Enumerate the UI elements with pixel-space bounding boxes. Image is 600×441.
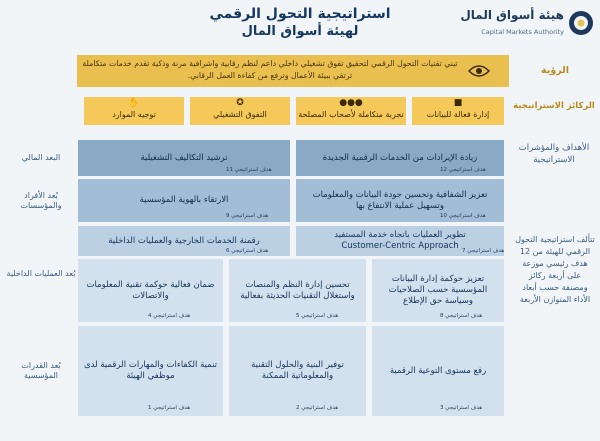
goal-3 xyxy=(372,326,504,416)
goal-tag: هدف استراتيجي 7 xyxy=(462,248,505,254)
goal-text: تعزيز حوكمة إدارة البيانات المؤسسية حسب الصلاحيات وسياسة حق الإطلاع xyxy=(388,274,488,306)
strategy-summary: تتألف استراتيجية التحول الرقمي للهيئة من 12 هدف رئيسي موزعة على أربعة ركائز ومصنفة حسب أبعاد الأداء المتوازن الأربعة xyxy=(515,235,595,304)
goal-text: زيادة الإيرادات من الخدمات الرقمية الجديدة xyxy=(322,152,478,163)
medal-icon: ✪ xyxy=(236,98,244,108)
people-icon: ●●● xyxy=(339,98,363,108)
pillar-label: تجربة متكاملة لأصحاب المصلحة xyxy=(298,110,404,119)
cma-logo xyxy=(460,8,594,42)
goal-tag: هدف استراتيجي 9 xyxy=(226,213,269,219)
pillar-data-management xyxy=(412,97,504,125)
pillar-operational-excellence xyxy=(190,97,290,125)
page-subtitle: لهيئة أسواق المال xyxy=(241,24,359,39)
goal-text-en: Customer-Centric Approach xyxy=(341,241,459,251)
goal-text: توفير البنية والحلول التقنية والمعلوماتية الممكنة xyxy=(251,360,344,381)
goal-tag: هدف استراتيجي 10 xyxy=(440,213,486,219)
pillars-label: الركائز الاستراتيجية xyxy=(513,101,595,111)
document-icon: ■ xyxy=(453,98,463,108)
goal-text: ضمان فعالية حوكمة تقنية المعلومات والاتصالات xyxy=(86,279,215,301)
goal-8 xyxy=(372,259,504,322)
goal-tag: هدف استراتيجي 6 xyxy=(226,248,269,254)
goal-tag: هدف استراتيجي 2 xyxy=(296,405,339,411)
goal-tag: هدف استراتيجي 3 xyxy=(440,405,483,411)
goals-label: الأهداف والمؤشرات الاستراتيجية xyxy=(518,143,590,165)
goal-text: تعزيز الشفافية وتحسين جودة البيانات والمعلومات وتسهيل عملية الانتفاع بها xyxy=(312,189,488,211)
dimension-people: بُعد الأفراد والمؤسسات xyxy=(20,190,62,210)
page-title: استراتيجية التحول الرقمي xyxy=(209,6,391,22)
goal-tag: هدف استراتيجي 8 xyxy=(440,313,483,319)
goal-text: تنمية الكفاءات والمهارات الرقمية لدى موظفي الهيئة xyxy=(83,360,218,381)
goal-text: رفع مستوى التوعية الرقمية xyxy=(389,365,487,376)
goal-text: تطوير العمليات باتجاه خدمة المستفيد xyxy=(334,230,466,240)
goal-text: رقمنة الخدمات الخارجية والعمليات الداخلية xyxy=(108,235,260,246)
pillar-stakeholder-experience xyxy=(296,97,406,125)
dimension-capabilities: بُعد القدرات المؤسسية xyxy=(21,361,61,380)
hand-coin-icon: ✋ xyxy=(128,98,140,108)
vision-text: تبني تقنيات التحول الرقمي لتحقيق تفوق تشغيلي داخلي داعم لنظم رقابية واشرافية مرنة وذكية تقدم خدمات متكاملة ترتقي ببيئة الأعمال وترفع من كفاءة العمل الرقابي. xyxy=(82,59,458,80)
goal-2 xyxy=(229,326,366,416)
logo-name-en: Capital Markets Authority xyxy=(481,28,564,36)
goal-tag: هدف استراتيجي 5 xyxy=(296,313,339,319)
logo-name-ar: هيئة أسواق المال xyxy=(460,8,564,22)
goal-text: تحسين إدارة النظم والمنصات واستغلال التقنيات الحديثة بفعالية xyxy=(240,279,355,301)
goal-text: الارتقاء بالهوية المؤسسية xyxy=(139,195,229,205)
eye-icon xyxy=(468,64,490,78)
goal-tag: هدف استراتيجي 11 xyxy=(226,167,272,173)
dimension-financial: البعد المالي xyxy=(21,153,61,162)
vision-label: الرؤية xyxy=(541,65,569,76)
goal-tag: هدف استراتيجي 1 xyxy=(148,405,191,411)
pillar-label: التفوق التشغيلي xyxy=(213,110,267,119)
goal-1 xyxy=(78,326,223,416)
goal-tag: هدف استراتيجي 4 xyxy=(148,313,191,319)
logo-emblem-icon xyxy=(568,10,594,36)
pillar-label: توجيه الموارد xyxy=(112,110,156,119)
pillar-label: إدارة فعالة للبيانات xyxy=(426,110,490,119)
goal-text: ترشيد التكاليف التشغيلية xyxy=(140,152,228,163)
pillar-resource-direction xyxy=(84,97,184,125)
goal-tag: هدف استراتيجي 12 xyxy=(440,167,486,173)
dimension-internal-processes: بُعد العمليات الداخلية xyxy=(6,269,76,278)
